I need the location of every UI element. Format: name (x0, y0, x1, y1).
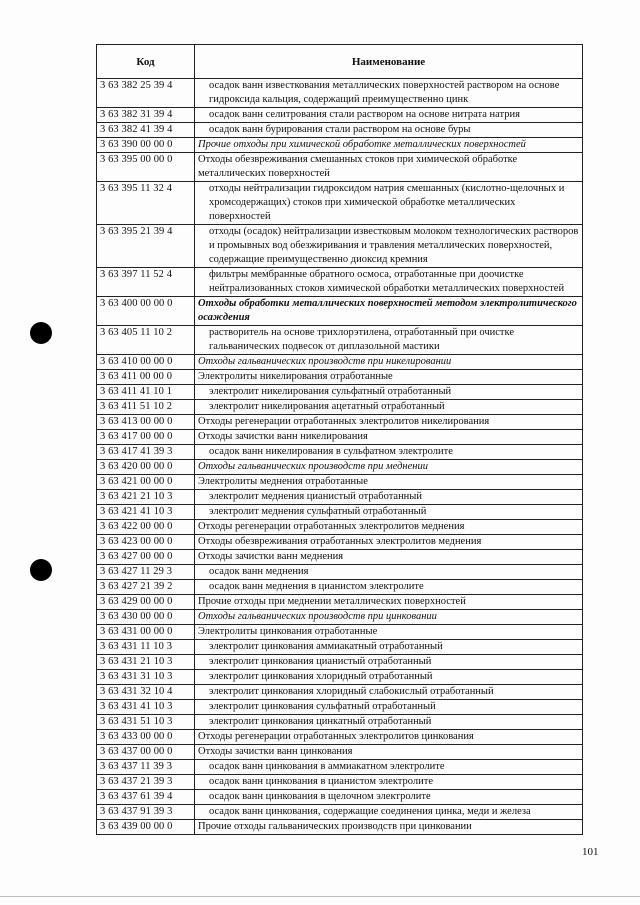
table-row (97, 445, 583, 460)
table-row (97, 535, 583, 550)
table-row (97, 550, 583, 565)
waste-code: 3 63 431 41 10 3 (97, 700, 195, 715)
waste-code: 3 63 395 21 39 4 (97, 225, 195, 268)
table-row (97, 326, 583, 355)
waste-name: осадок ванн селитрования стали раствором на основе нитрата натрия (195, 108, 583, 123)
waste-code: 3 63 429 00 00 0 (97, 595, 195, 610)
table-row (97, 153, 583, 182)
waste-code: 3 63 390 00 00 0 (97, 138, 195, 153)
table-row (97, 225, 583, 268)
waste-name: Электролиты меднения отработанные (195, 475, 583, 490)
table-row (97, 805, 583, 820)
waste-code: 3 63 421 00 00 0 (97, 475, 195, 490)
table-row (97, 685, 583, 700)
waste-name: осадок ванн цинкования в щелочном электролите (195, 790, 583, 805)
table-row (97, 565, 583, 580)
table-row (97, 355, 583, 370)
scan-edge-line (0, 896, 640, 897)
table-row (97, 79, 583, 108)
waste-code: 3 63 433 00 00 0 (97, 730, 195, 745)
waste-code: 3 63 431 31 10 3 (97, 670, 195, 685)
waste-code: 3 63 431 51 10 3 (97, 715, 195, 730)
waste-code: 3 63 427 21 39 2 (97, 580, 195, 595)
table-row (97, 460, 583, 475)
waste-name: электролит меднения сульфатный отработанный (195, 505, 583, 520)
table-row (97, 123, 583, 138)
waste-name: электролит меднения цианистый отработанный (195, 490, 583, 505)
table-row (97, 670, 583, 685)
waste-code: 3 63 437 00 00 0 (97, 745, 195, 760)
waste-code: 3 63 417 00 00 0 (97, 430, 195, 445)
table-row (97, 820, 583, 835)
waste-code: 3 63 411 41 10 1 (97, 385, 195, 400)
table-row (97, 715, 583, 730)
waste-code: 3 63 431 21 10 3 (97, 655, 195, 670)
waste-name: Отходы регенерации отработанных электролитов цинкования (195, 730, 583, 745)
waste-name: осадок ванн меднения (195, 565, 583, 580)
waste-code: 3 63 437 11 39 3 (97, 760, 195, 775)
waste-name: Отходы зачистки ванн никелирования (195, 430, 583, 445)
table-row (97, 520, 583, 535)
waste-name: электролит никелирования ацетатный отработанный (195, 400, 583, 415)
waste-name: отходы нейтрализации гидроксидом натрия смешанных (кислотно-щелочных и хромсодержащих) стоков при химической обработке металлических поверхностей (195, 182, 583, 225)
table-row (97, 760, 583, 775)
waste-name: Отходы гальванических производств при меднении (195, 460, 583, 475)
table-row (97, 415, 583, 430)
table-row (97, 790, 583, 805)
waste-name: Прочие отходы при химической обработке металлических поверхностей (195, 138, 583, 153)
table-row (97, 297, 583, 326)
waste-code: 3 63 411 51 10 2 (97, 400, 195, 415)
waste-code: 3 63 405 11 10 2 (97, 326, 195, 355)
waste-name: Отходы регенерации отработанных электролитов меднения (195, 520, 583, 535)
waste-name: осадок ванн цинкования в аммиакатном электролите (195, 760, 583, 775)
waste-name: осадок ванн известкования металлических поверхностей раствором на основе гидроксида кальция, содержащий преимущественно цинк (195, 79, 583, 108)
waste-name: Отходы обезвреживания смешанных стоков при химической обработке металлических поверхностей (195, 153, 583, 182)
table-row (97, 400, 583, 415)
punch-hole-top (30, 322, 52, 344)
table-row (97, 138, 583, 153)
waste-code: 3 63 423 00 00 0 (97, 535, 195, 550)
table-row (97, 385, 583, 400)
waste-code: 3 63 400 00 00 0 (97, 297, 195, 326)
waste-name: осадок ванн никелирования в сульфатном электролите (195, 445, 583, 460)
waste-name: Отходы зачистки ванн цинкования (195, 745, 583, 760)
waste-name: Отходы гальванических производств при цинковании (195, 610, 583, 625)
waste-name: Отходы регенерации отработанных электролитов никелирования (195, 415, 583, 430)
waste-code: 3 63 411 00 00 0 (97, 370, 195, 385)
column-header-code: Код (97, 45, 195, 79)
waste-name: электролит цинкования аммиакатный отработанный (195, 640, 583, 655)
waste-code: 3 63 439 00 00 0 (97, 820, 195, 835)
waste-name: электролит цинкования сульфатный отработанный (195, 700, 583, 715)
waste-code: 3 63 382 41 39 4 (97, 123, 195, 138)
waste-code: 3 63 430 00 00 0 (97, 610, 195, 625)
waste-name: Прочие отходы гальванических производств при цинковании (195, 820, 583, 835)
punch-hole-bottom (30, 559, 52, 581)
table-row (97, 610, 583, 625)
waste-name: осадок ванн меднения в цианистом электролите (195, 580, 583, 595)
column-header-name: Наименование (195, 45, 583, 79)
waste-code: 3 63 395 00 00 0 (97, 153, 195, 182)
table-row (97, 475, 583, 490)
waste-code: 3 63 397 11 52 4 (97, 268, 195, 297)
waste-name: электролит цинкования хлоридный отработанный (195, 670, 583, 685)
waste-code: 3 63 431 11 10 3 (97, 640, 195, 655)
waste-code: 3 63 395 11 32 4 (97, 182, 195, 225)
waste-name: электролит цинкования хлоридный слабокислый отработанный (195, 685, 583, 700)
table-row (97, 595, 583, 610)
waste-code: 3 63 427 00 00 0 (97, 550, 195, 565)
waste-code: 3 63 410 00 00 0 (97, 355, 195, 370)
waste-code: 3 63 422 00 00 0 (97, 520, 195, 535)
waste-code: 3 63 413 00 00 0 (97, 415, 195, 430)
waste-code: 3 63 421 21 10 3 (97, 490, 195, 505)
table-header-row (97, 45, 583, 79)
page-number: 101 (582, 846, 599, 858)
waste-code: 3 63 417 41 39 3 (97, 445, 195, 460)
table-row (97, 268, 583, 297)
waste-name: Прочие отходы при меднении металлических поверхностей (195, 595, 583, 610)
table-row (97, 730, 583, 745)
waste-name: фильтры мембранные обратного осмоса, отработанные при доочистке нейтрализованных стоков химической обработки металлических поверхностей (195, 268, 583, 297)
table-row (97, 505, 583, 520)
waste-name: осадок ванн бурирования стали раствором на основе буры (195, 123, 583, 138)
table-row (97, 182, 583, 225)
table-body (97, 79, 583, 835)
waste-name: Отходы обезвреживания отработанных электролитов меднения (195, 535, 583, 550)
table-row (97, 625, 583, 640)
waste-name: электролит никелирования сульфатный отработанный (195, 385, 583, 400)
table-row (97, 655, 583, 670)
waste-name: Отходы гальванических производств при никелировании (195, 355, 583, 370)
waste-code: 3 63 427 11 29 3 (97, 565, 195, 580)
waste-code: 3 63 382 31 39 4 (97, 108, 195, 123)
waste-name: электролит цинкования цианистый отработанный (195, 655, 583, 670)
waste-name: Отходы зачистки ванн меднения (195, 550, 583, 565)
table-row (97, 108, 583, 123)
waste-name: растворитель на основе трихлорэтилена, отработанный при очистке гальванических подвесок от диплазольной мастики (195, 326, 583, 355)
waste-code: 3 63 431 00 00 0 (97, 625, 195, 640)
table-row (97, 490, 583, 505)
waste-name: осадок ванн цинкования в цианистом электролите (195, 775, 583, 790)
waste-name: электролит цинкования цинкатный отработанный (195, 715, 583, 730)
waste-name: осадок ванн цинкования, содержащие соединения цинка, меди и железа (195, 805, 583, 820)
waste-code: 3 63 431 32 10 4 (97, 685, 195, 700)
waste-name: Отходы обработки металлических поверхностей методом электролитического осаждения (195, 297, 583, 326)
waste-name: Электролиты цинкования отработанные (195, 625, 583, 640)
table-row (97, 370, 583, 385)
table-row (97, 745, 583, 760)
table-row (97, 700, 583, 715)
table-row (97, 640, 583, 655)
waste-code: 3 63 437 91 39 3 (97, 805, 195, 820)
waste-code: 3 63 437 21 39 3 (97, 775, 195, 790)
waste-code: 3 63 421 41 10 3 (97, 505, 195, 520)
waste-code: 3 63 420 00 00 0 (97, 460, 195, 475)
waste-name: отходы (осадок) нейтрализации известковым молоком технологических растворов и промывных вод обезжиривания и травления металлических поверхностей, содержащие преимущественно диоксид кремния (195, 225, 583, 268)
waste-code: 3 63 437 61 39 4 (97, 790, 195, 805)
table-row (97, 430, 583, 445)
table-row (97, 580, 583, 595)
waste-name: Электролиты никелирования отработанные (195, 370, 583, 385)
waste-code: 3 63 382 25 39 4 (97, 79, 195, 108)
waste-classifier-table (96, 44, 583, 835)
table-row (97, 775, 583, 790)
